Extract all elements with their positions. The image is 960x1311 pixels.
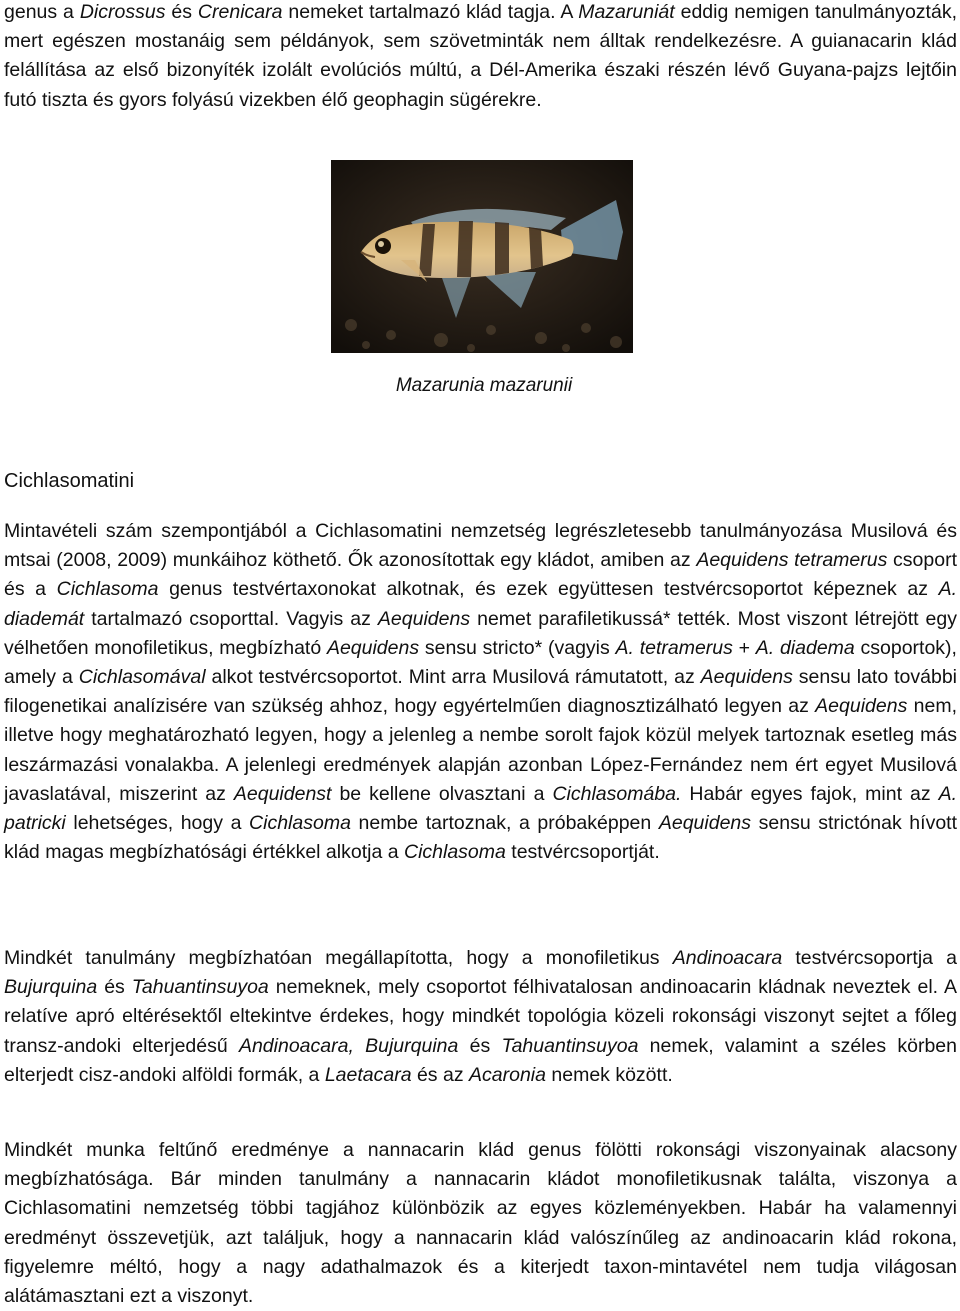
intro-paragraph: genus a Dicrossus és Crenicara nemeket tartalmazó klád tagja. A Mazaruniát eddig nemigen tanulmányozták, mert egészen mostanáig sem példányok, sem szövetminták nem álltak rendelkezésre. A guianacarin klád felállítása az első bizonyíték izolált evolúciós múltú, a Dél-Amerika északi részén lévő Guyana-pajzs lejtőin futó tiszta és gyors folyású vizekben élő geophagin sügérekre. — [4, 1, 957, 111]
section-heading: Cichlasomatini — [4, 470, 135, 492]
fish-photo — [331, 160, 633, 353]
mazarunia-fish-image — [331, 160, 633, 353]
paragraph-3: Mindkét munka feltűnő eredménye a nannacarin klád genus fölötti rokonsági viszonyainak alacsony megbízhatósága. Bár minden tanulmány a nannacarin kládot monofiletikusnak találta, viszonya a Cichlasomatini nemzetség többi tagjához különbözik az egyes közleményekben. Habár ha valamennyi eredményt összevetjük, azt találjuk, hogy a nannacarin klád valószínűleg az andinoacarin klád rokona, figyelemre méltó, hogy a nagy adathalmazok és a kiterjedt taxon-mintavétel nem tudja világosan alátámasztani ezt a viszonyt. — [4, 1139, 957, 1308]
paragraph-2: Mindkét tanulmány megbízhatóan megállapította, hogy a monofiletikus Andinoacara testvércsoportja a Bujurquina és Tahuantinsuyoa nemeknek, mely csoportot félhivatalosan andinoacarin kládnak neveztek el. A relatíve apró eltérésektől eltekintve érdekes, hogy mindkét topológia közeli rokonsági viszonyt sejtet a főleg transz-andoki elterjedésű Andinoacara, Bujurquina és Tahuantinsuyoa nemek, valamint a széles körben elterjedt cisz-andoki alföldi formák, a Laetacara és az Acaronia nemek között. — [4, 947, 958, 1086]
paragraph-1: Mintavételi szám szempontjából a Cichlasomatini nemzetség legrészletesebb tanulmányozása Musilová és mtsai (2008, 2009) munkáihoz köthető. Ők azonosítottak egy kládot, amiben az Aequidens tetramerus csoport és a Cichlasoma genus testvértaxonokat alkotnak, és ezek együttesen testvércsoportot képeznek az A. diademát tartalmazó csoporttal. Vagyis az Aequidens nemet parafiletikussá* tették. Most viszont létrejött egy vélhetően monofiletikus, megbízható Aequidens sensu stricto* (vagyis A. tetramerus + A. diadema csoportok), amely a Cichlasomával alkot testvércsoportot. Mint arra Musilová rámutatott, az Aequidens sensu lato további filogenetikai analízisére van szükség ahhoz, hogy egyértelműen diagnosztizálható legyen az Aequidens nem, illetve hogy meghatározható legyen, hogy a jelenleg a nembe sorolt fajok közül melyek tartoznak esetleg más leszármazási vonalakba. A jelenlegi eredmények alapján azonban López-Fernández nem ért egyet Musilová javaslatával, miszerint az Aequidenst be kellene olvasztani a Cichlasomába. Habár egyes fajok, mint az A. patricki lehetséges, hogy a Cichlasoma nembe tartoznak, a próbaképpen Aequidens sensu strictónak hívott klád magas megbízhatósági értékkel alkotja a Cichlasoma testvércsoportját. — [4, 520, 958, 864]
figure-caption: Mazarunia mazarunii — [395, 375, 573, 396]
